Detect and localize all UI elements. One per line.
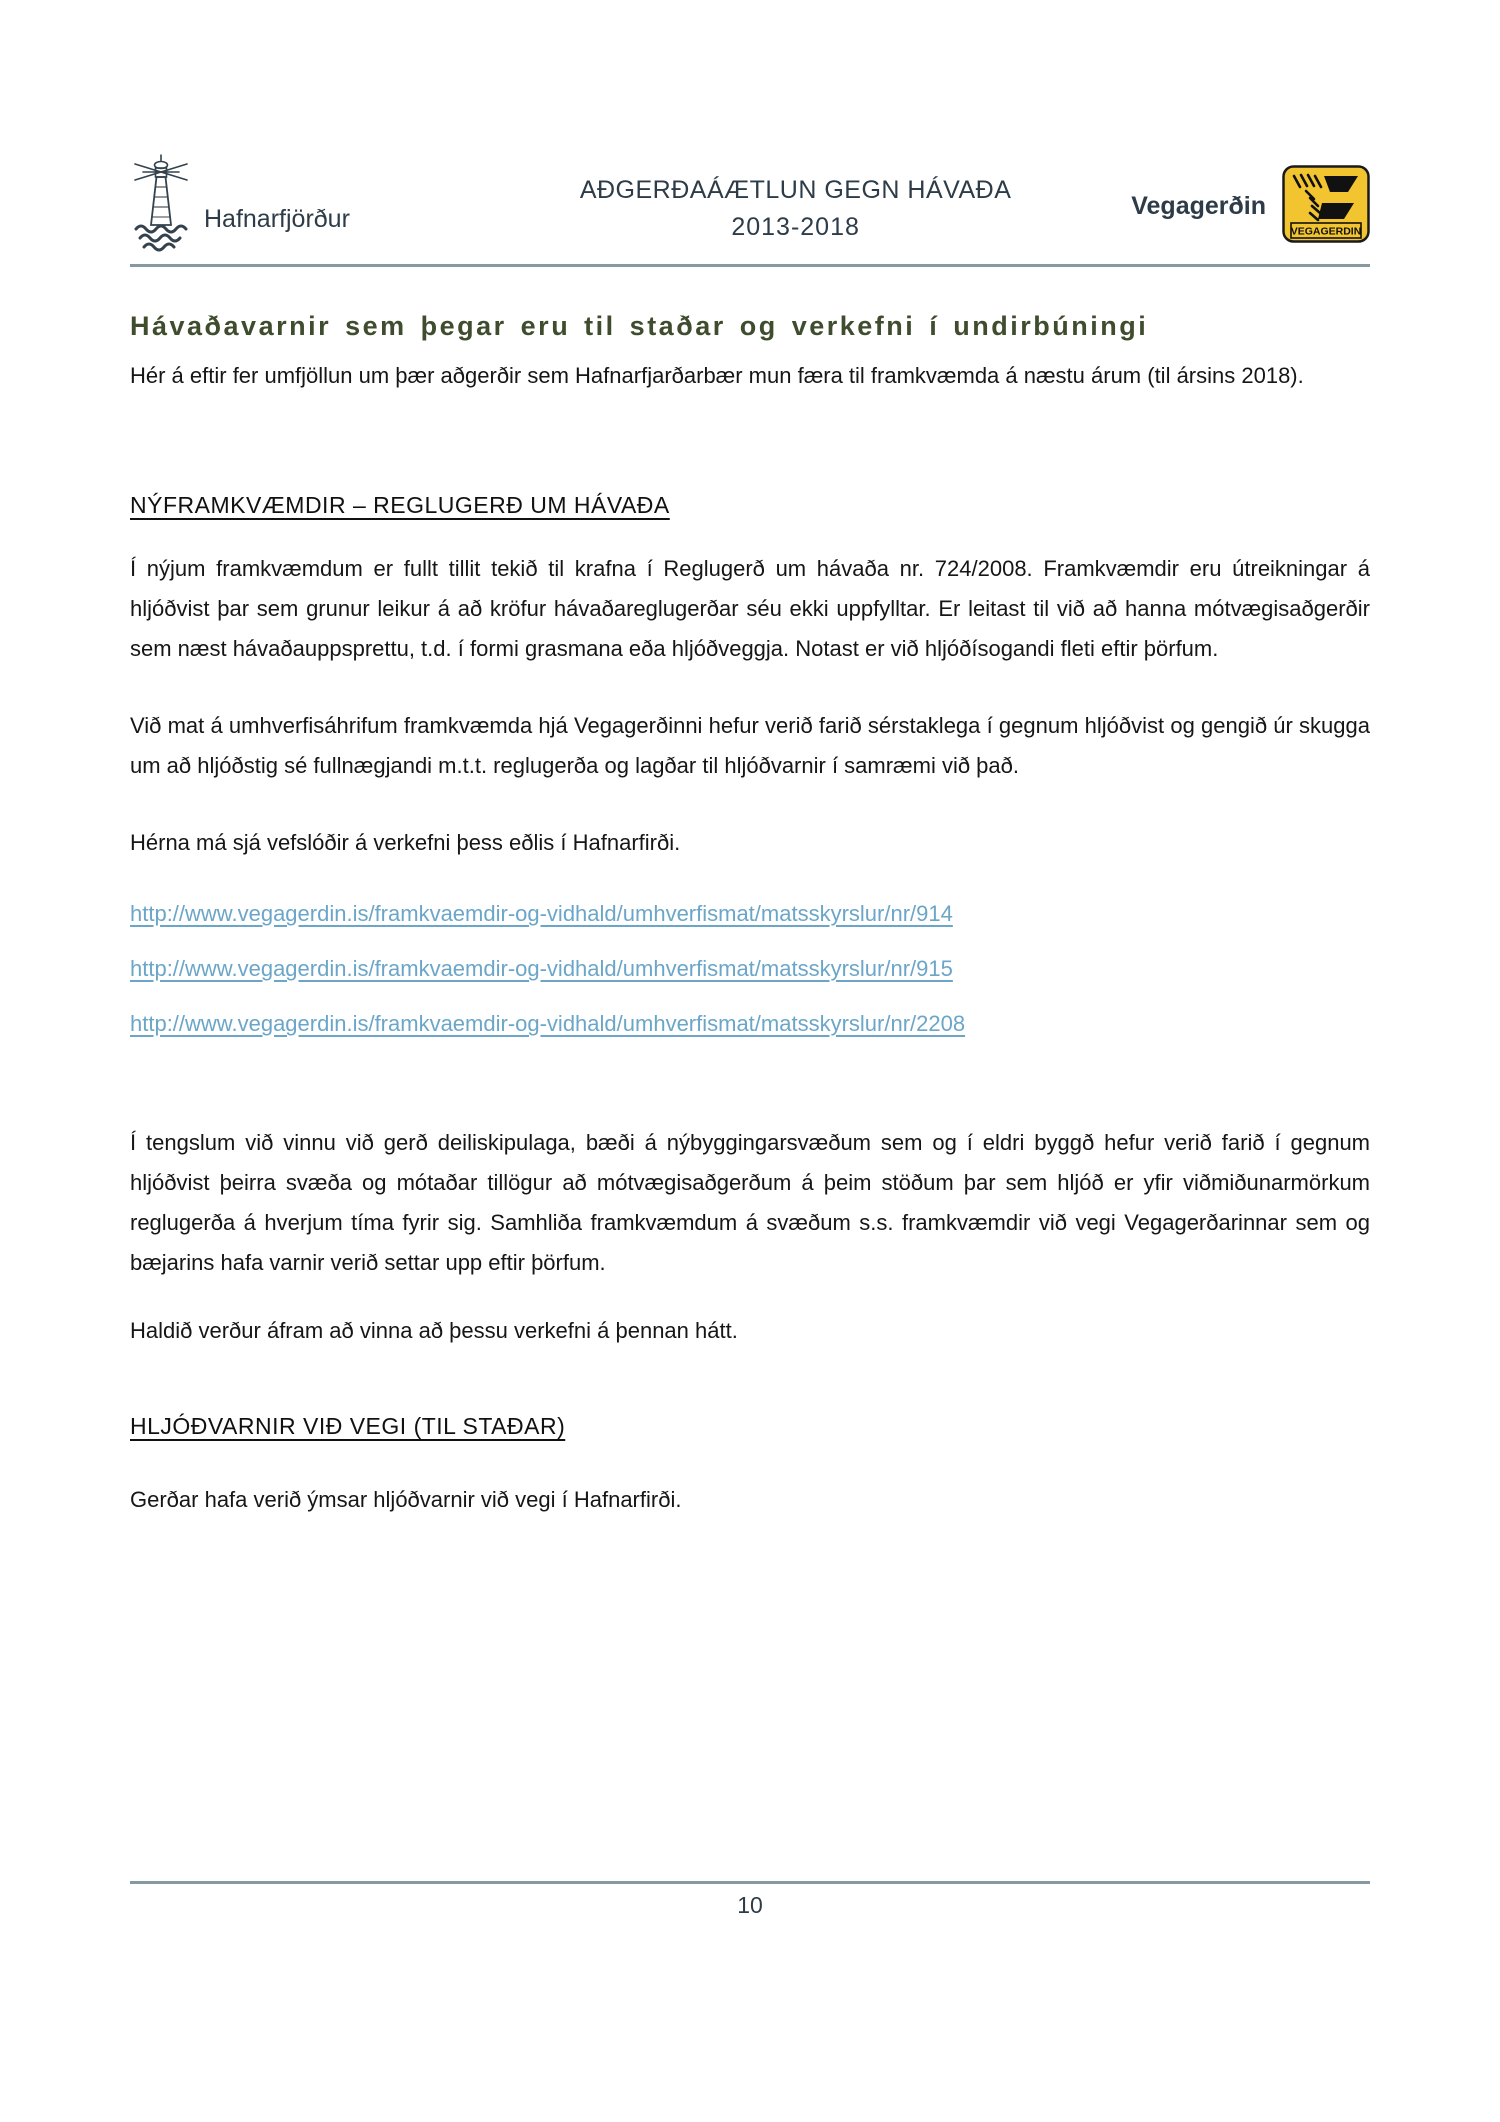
municipality-logo-block bbox=[130, 149, 460, 258]
section-heading-hljodvarnir: HLJÓÐVARNIR VIÐ VEGI (TIL STAÐAR) bbox=[130, 1413, 566, 1439]
paragraph-planning: Í tengslum við vinnu við gerð deiliskipulaga, bæði á nýbyggingarsvæðum sem og í eldri byggð hefur verið farið í gegnum hljóðvist þeirra svæða og mótaðar tillögur að mótvægisaðgerðum á þeim stöðum þar sem hljóð er yfir viðmiðunarmörkum reglugerða á hverjum tíma fyrir sig. Samhliða framkvæmdum á svæðum s.s. framkvæmdir við vegi Vegagerðarinnar sem og bæjarins hafa varnir verið settar upp eftir þörfum. bbox=[130, 1130, 1370, 1275]
paragraph-environmental-assessment: Við mat á umhverfisáhrifum framkvæmda hjá Vegagerðinni hefur verið farið sérstaklega í gegnum hljóðvist og gengið úr skugga um að hljóðstig sé fullnægjandi m.t.t. reglugerða og lagðar til hljóðvarnir í samræmi við það. bbox=[130, 713, 1370, 778]
paragraph-regulation: Í nýjum framkvæmdum er fullt tillit tekið til krafna í Reglugerð um hávaða nr. 724/2008. Framkvæmdir eru útreikningar á hljóðvist þar sem grunur leikur á að kröfur hávaðareglugerðar séu ekki uppfylltar. Er leitast til við að hanna mótvægisaðgerðir sem næst hávaðauppsprettu, t.d. í formi grasmana eða hljóðveggja. Notast er við hljóðísogandi fleti eftir þörfum. bbox=[130, 556, 1370, 661]
paragraph-existing-barriers: Gerðar hafa verið ýmsar hljóðvarnir við vegi í Hafnarfirði. bbox=[130, 1487, 682, 1512]
document-title bbox=[460, 176, 1131, 258]
document-body bbox=[130, 311, 1370, 1520]
vegagerdin-road-icon bbox=[1282, 165, 1370, 248]
document-title-line2: 2013-2018 bbox=[731, 213, 860, 241]
paragraph-continuation: Haldið verður áfram að vinna að þessu verkefni á þennan hátt. bbox=[130, 1318, 738, 1343]
agency-logo-text: VEGAGERDIN bbox=[1290, 225, 1362, 238]
report-link-915[interactable]: http://www.vegagerdin.is/framkvaemdir-og-vidhald/umhverfismat/matsskyrslur/nr/915 bbox=[130, 956, 953, 981]
agency-name: Vegagerðin bbox=[1131, 192, 1266, 220]
municipality-name: Hafnarfjörður bbox=[204, 205, 350, 233]
report-link-914[interactable]: http://www.vegagerdin.is/framkvaemdir-og-vidhald/umhverfismat/matsskyrslur/nr/914 bbox=[130, 901, 953, 926]
document-title-line1: AÐGERÐAÁÆTLUN GEGN HÁVAÐA bbox=[579, 176, 1012, 204]
section-heading-nyframkvaemdir: NÝFRAMKVÆMDIR – REGLUGERÐ UM HÁVAÐA bbox=[130, 492, 670, 518]
page-title: Hávaðavarnir sem þegar eru til staðar og verkefni í undirbúningi bbox=[130, 311, 1149, 341]
intro-paragraph: Hér á eftir fer umfjöllun um þær aðgerðir sem Hafnarfjarðarbær mun færa til framkvæmda á næstu árum (til ársins 2018). bbox=[130, 363, 1304, 388]
paragraph-links-intro: Hérna má sjá vefslóðir á verkefni þess eðlis í Hafnarfirði. bbox=[130, 830, 681, 855]
report-link-list bbox=[130, 901, 1370, 1037]
page-header bbox=[130, 140, 1370, 267]
page-number: 10 bbox=[737, 1892, 763, 1918]
page-footer bbox=[130, 1881, 1370, 1919]
lighthouse-icon bbox=[130, 149, 192, 258]
report-link-2208[interactable]: http://www.vegagerdin.is/framkvaemdir-og-vidhald/umhverfismat/matsskyrslur/nr/2208 bbox=[130, 1011, 966, 1036]
agency-logo-block bbox=[1131, 165, 1370, 258]
